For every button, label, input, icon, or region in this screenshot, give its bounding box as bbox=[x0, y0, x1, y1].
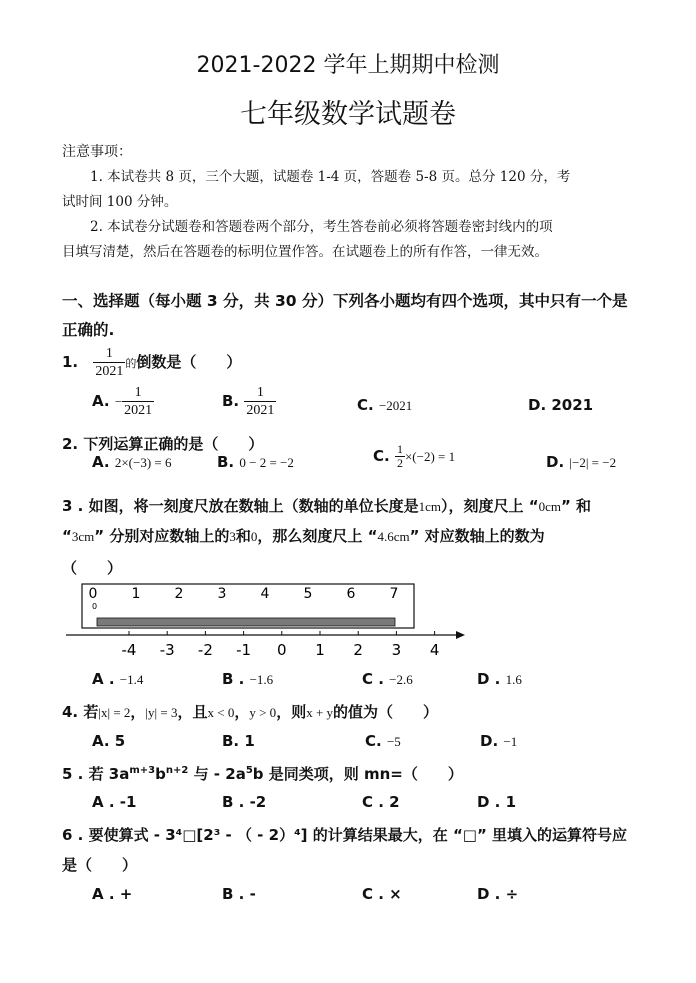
q3-option-c bbox=[362, 670, 413, 688]
axis-label: 3 bbox=[391, 641, 402, 659]
q3-l2-d: ，那么刻度尺上 “ bbox=[257, 527, 378, 545]
q3-a-val: −1.4 bbox=[119, 672, 144, 687]
q1-a-den: 2021 bbox=[124, 403, 153, 418]
q2-b-label: B. bbox=[217, 453, 235, 471]
notes-heading: 注意事项： bbox=[62, 144, 132, 160]
question-4 bbox=[62, 701, 438, 722]
q3-unit: 1cm bbox=[418, 499, 441, 514]
q5-post2: b 是同类项，则 mn=（ ） bbox=[252, 765, 463, 783]
question-3-line-2 bbox=[62, 525, 545, 546]
q2-option-c bbox=[373, 443, 455, 470]
q4-option-c bbox=[365, 732, 401, 750]
q6-option-a: A . + bbox=[92, 885, 133, 903]
q5-option-b: B . -2 bbox=[222, 793, 267, 811]
ruler-label: 7 bbox=[389, 586, 399, 602]
question-6-line-1: 6 . 要使算式 - 3⁴□[2³ - （ - 2）⁴] 的计算结果最大，在 “□” 里填入的运算符号应 bbox=[62, 826, 628, 844]
q1-number: 1. bbox=[62, 353, 79, 371]
ruler-label: 4 bbox=[260, 586, 270, 602]
q6-option-d: D . ÷ bbox=[477, 885, 519, 903]
q5-sup3: 5 bbox=[245, 765, 253, 776]
q3-zero: 0 bbox=[250, 529, 258, 544]
q3-l2-e: ” 对应数轴上的数为 bbox=[409, 527, 545, 545]
q3-three: 3 bbox=[229, 529, 236, 544]
q3-text-b: ），刻度尺上 “ bbox=[440, 497, 539, 515]
q5-post: 与 - 2a bbox=[188, 765, 246, 783]
q1-option-a bbox=[92, 384, 154, 419]
exam-title: 2021-2022 学年上期期中检测 bbox=[196, 53, 500, 78]
q5-mid: b bbox=[155, 765, 166, 783]
ruler-label: 1 bbox=[131, 586, 141, 602]
q4-c-val: −5 bbox=[386, 734, 401, 749]
q2-c-den: 2 bbox=[396, 456, 403, 470]
q2-option-a bbox=[92, 453, 171, 471]
axis-label: -2 bbox=[197, 641, 213, 659]
ruler-number-line-figure bbox=[60, 580, 480, 660]
ruler-label: 6 bbox=[346, 586, 356, 602]
q3-text-c: ” 和 bbox=[560, 497, 592, 515]
q3-option-b bbox=[222, 670, 273, 688]
q2-option-b bbox=[217, 453, 294, 471]
note-line-1: 1. 本试卷共 8 页，三个大题，试题卷 1-4 页，答题卷 5-8 页。总分 120 分，考 bbox=[90, 169, 571, 185]
ruler-labels bbox=[89, 586, 399, 602]
q3-d-label: D . bbox=[477, 670, 501, 688]
q1-fraction bbox=[93, 345, 125, 380]
q2-option-d bbox=[546, 453, 616, 471]
q2-c-label: C. bbox=[373, 447, 390, 465]
section-heading: 一、选择题（每小题 3 分，共 30 分）下列各小题均有四个选项，其中只有一个是 bbox=[62, 292, 628, 310]
axis-label: 0 bbox=[277, 641, 287, 659]
q1-a-fraction bbox=[122, 384, 154, 419]
section-heading-b: 正确的. bbox=[62, 321, 115, 339]
q3-c-label: C . bbox=[362, 670, 384, 688]
q1-suffix-small: 的 bbox=[125, 358, 137, 370]
q3-l2-b: ” 分别对应数轴上的 bbox=[94, 527, 230, 545]
q5-option-c: C . 2 bbox=[362, 793, 400, 811]
q1-b-label: B. bbox=[222, 392, 240, 410]
q4-cond1: x < 0 bbox=[207, 705, 235, 720]
q4-abs-y: |y| = 3 bbox=[145, 705, 178, 720]
q4-post: 的值为（ ） bbox=[333, 703, 439, 721]
q6-option-c: C . × bbox=[362, 885, 402, 903]
q5-option-d: D . 1 bbox=[477, 793, 517, 811]
exam-subtitle: 七年级数学试题卷 bbox=[240, 99, 456, 130]
q1-option-c bbox=[357, 396, 412, 414]
q2-c-num: 1 bbox=[396, 442, 403, 456]
q3-option-a bbox=[92, 670, 143, 688]
question-6-line-2: 是（ ） bbox=[62, 856, 138, 874]
q4-option-b: B. 1 bbox=[222, 732, 255, 750]
q3-b-label: B . bbox=[222, 670, 245, 688]
q4-abs-x: |x| = 2 bbox=[98, 705, 131, 720]
q2-c-fraction bbox=[395, 443, 405, 470]
note-line-2: 2. 本试卷分试题卷和答题卷两个部分，考生答卷前必须将答题卷密封线内的项 bbox=[90, 219, 553, 235]
q5-option-a: A . -1 bbox=[92, 793, 137, 811]
q2-a-label: A. bbox=[92, 453, 110, 471]
axis-label: -4 bbox=[121, 641, 137, 659]
ruler-scale-bar bbox=[97, 618, 395, 626]
q3-0cm: 0cm bbox=[538, 499, 561, 514]
question-3-line-1 bbox=[62, 495, 591, 516]
q6-option-b: B . - bbox=[222, 885, 256, 903]
ruler-small-label: 0 bbox=[92, 602, 98, 611]
axis-label: 4 bbox=[429, 641, 440, 659]
q4-mid2: ，则 bbox=[276, 703, 307, 721]
q2-c-expr: ×(−2) = 1 bbox=[404, 449, 456, 464]
q2-d-label: D. bbox=[546, 453, 565, 471]
q4-c-label: C. bbox=[365, 732, 382, 750]
axis-labels bbox=[122, 641, 440, 659]
q5-sup2: n+2 bbox=[165, 765, 189, 776]
q4-option-a: A. 5 bbox=[92, 732, 126, 750]
q1-b-num: 1 bbox=[256, 385, 264, 400]
q1-frac-den: 2021 bbox=[95, 364, 124, 379]
q4-cond2: y > 0 bbox=[249, 705, 277, 720]
q5-sup1: m+3 bbox=[129, 765, 156, 776]
ruler-label: 2 bbox=[174, 586, 184, 602]
axis-label: 2 bbox=[353, 641, 363, 659]
question-2: 2. 下列运算正确的是（ ） bbox=[62, 435, 264, 453]
q3-option-d bbox=[477, 670, 522, 688]
axis-label: -3 bbox=[159, 641, 175, 659]
axis-label: 1 bbox=[315, 641, 325, 659]
note-line-1b: 试时间 100 分钟。 bbox=[62, 194, 178, 210]
q4-d-val: −1 bbox=[503, 734, 518, 749]
q1-a-label: A. bbox=[92, 392, 110, 410]
q3-l2-c: 和 bbox=[235, 527, 251, 545]
q3-c-val: −2.6 bbox=[389, 672, 413, 687]
note-line-2b: 目填写清楚，然后在答题卷的标明位置作答。在试题卷上的所有作答，一律无效。 bbox=[62, 244, 548, 260]
question-5 bbox=[62, 763, 463, 784]
q4-sep1: ， bbox=[130, 703, 146, 721]
question-1 bbox=[62, 345, 241, 380]
q3-text-a: 3 . 如图，将一刻度尺放在数轴上（数轴的单位长度是 bbox=[62, 497, 419, 515]
q5-pre: 5 . 若 3a bbox=[62, 765, 130, 783]
q4-pre: 4. 若 bbox=[62, 703, 99, 721]
q3-b-val: −1.6 bbox=[249, 672, 274, 687]
q2-d-expr: |−2| = −2 bbox=[569, 455, 617, 470]
ruler-label: 3 bbox=[217, 586, 227, 602]
ruler-label: 5 bbox=[303, 586, 313, 602]
q4-d-label: D. bbox=[480, 732, 499, 750]
q1-suffix: 倒数是（ ） bbox=[136, 353, 242, 371]
number-line-arrow bbox=[456, 631, 465, 639]
q3-3cm: 3cm bbox=[71, 529, 95, 544]
q1-b-fraction bbox=[244, 384, 276, 419]
q3-a-label: A . bbox=[92, 670, 115, 688]
q1-a-num: 1 bbox=[134, 385, 142, 400]
q1-c-value: −2021 bbox=[378, 398, 413, 413]
q4-expr: x + y bbox=[306, 705, 334, 720]
q4-mid: ，且 bbox=[177, 703, 208, 721]
axis-label: -1 bbox=[236, 641, 252, 659]
q1-option-d: D. 2021 bbox=[528, 396, 594, 414]
q4-option-d bbox=[480, 732, 517, 750]
q3-46cm: 4.6cm bbox=[377, 529, 410, 544]
q3-l2-a: “ bbox=[62, 527, 72, 545]
q4-sep2: ， bbox=[234, 703, 250, 721]
q1-option-b bbox=[222, 384, 276, 419]
q1-c-label: C. bbox=[357, 396, 374, 414]
q2-b-expr: 0 − 2 = −2 bbox=[239, 455, 294, 470]
q2-a-expr: 2×(−3) = 6 bbox=[114, 455, 172, 470]
q1-b-den: 2021 bbox=[246, 403, 275, 418]
q3-d-val: 1.6 bbox=[505, 672, 522, 687]
ruler-label: 0 bbox=[88, 586, 98, 602]
q1-a-sign: − bbox=[114, 394, 123, 409]
q1-frac-num: 1 bbox=[105, 346, 113, 361]
question-3-line-3: （ ） bbox=[62, 559, 123, 577]
